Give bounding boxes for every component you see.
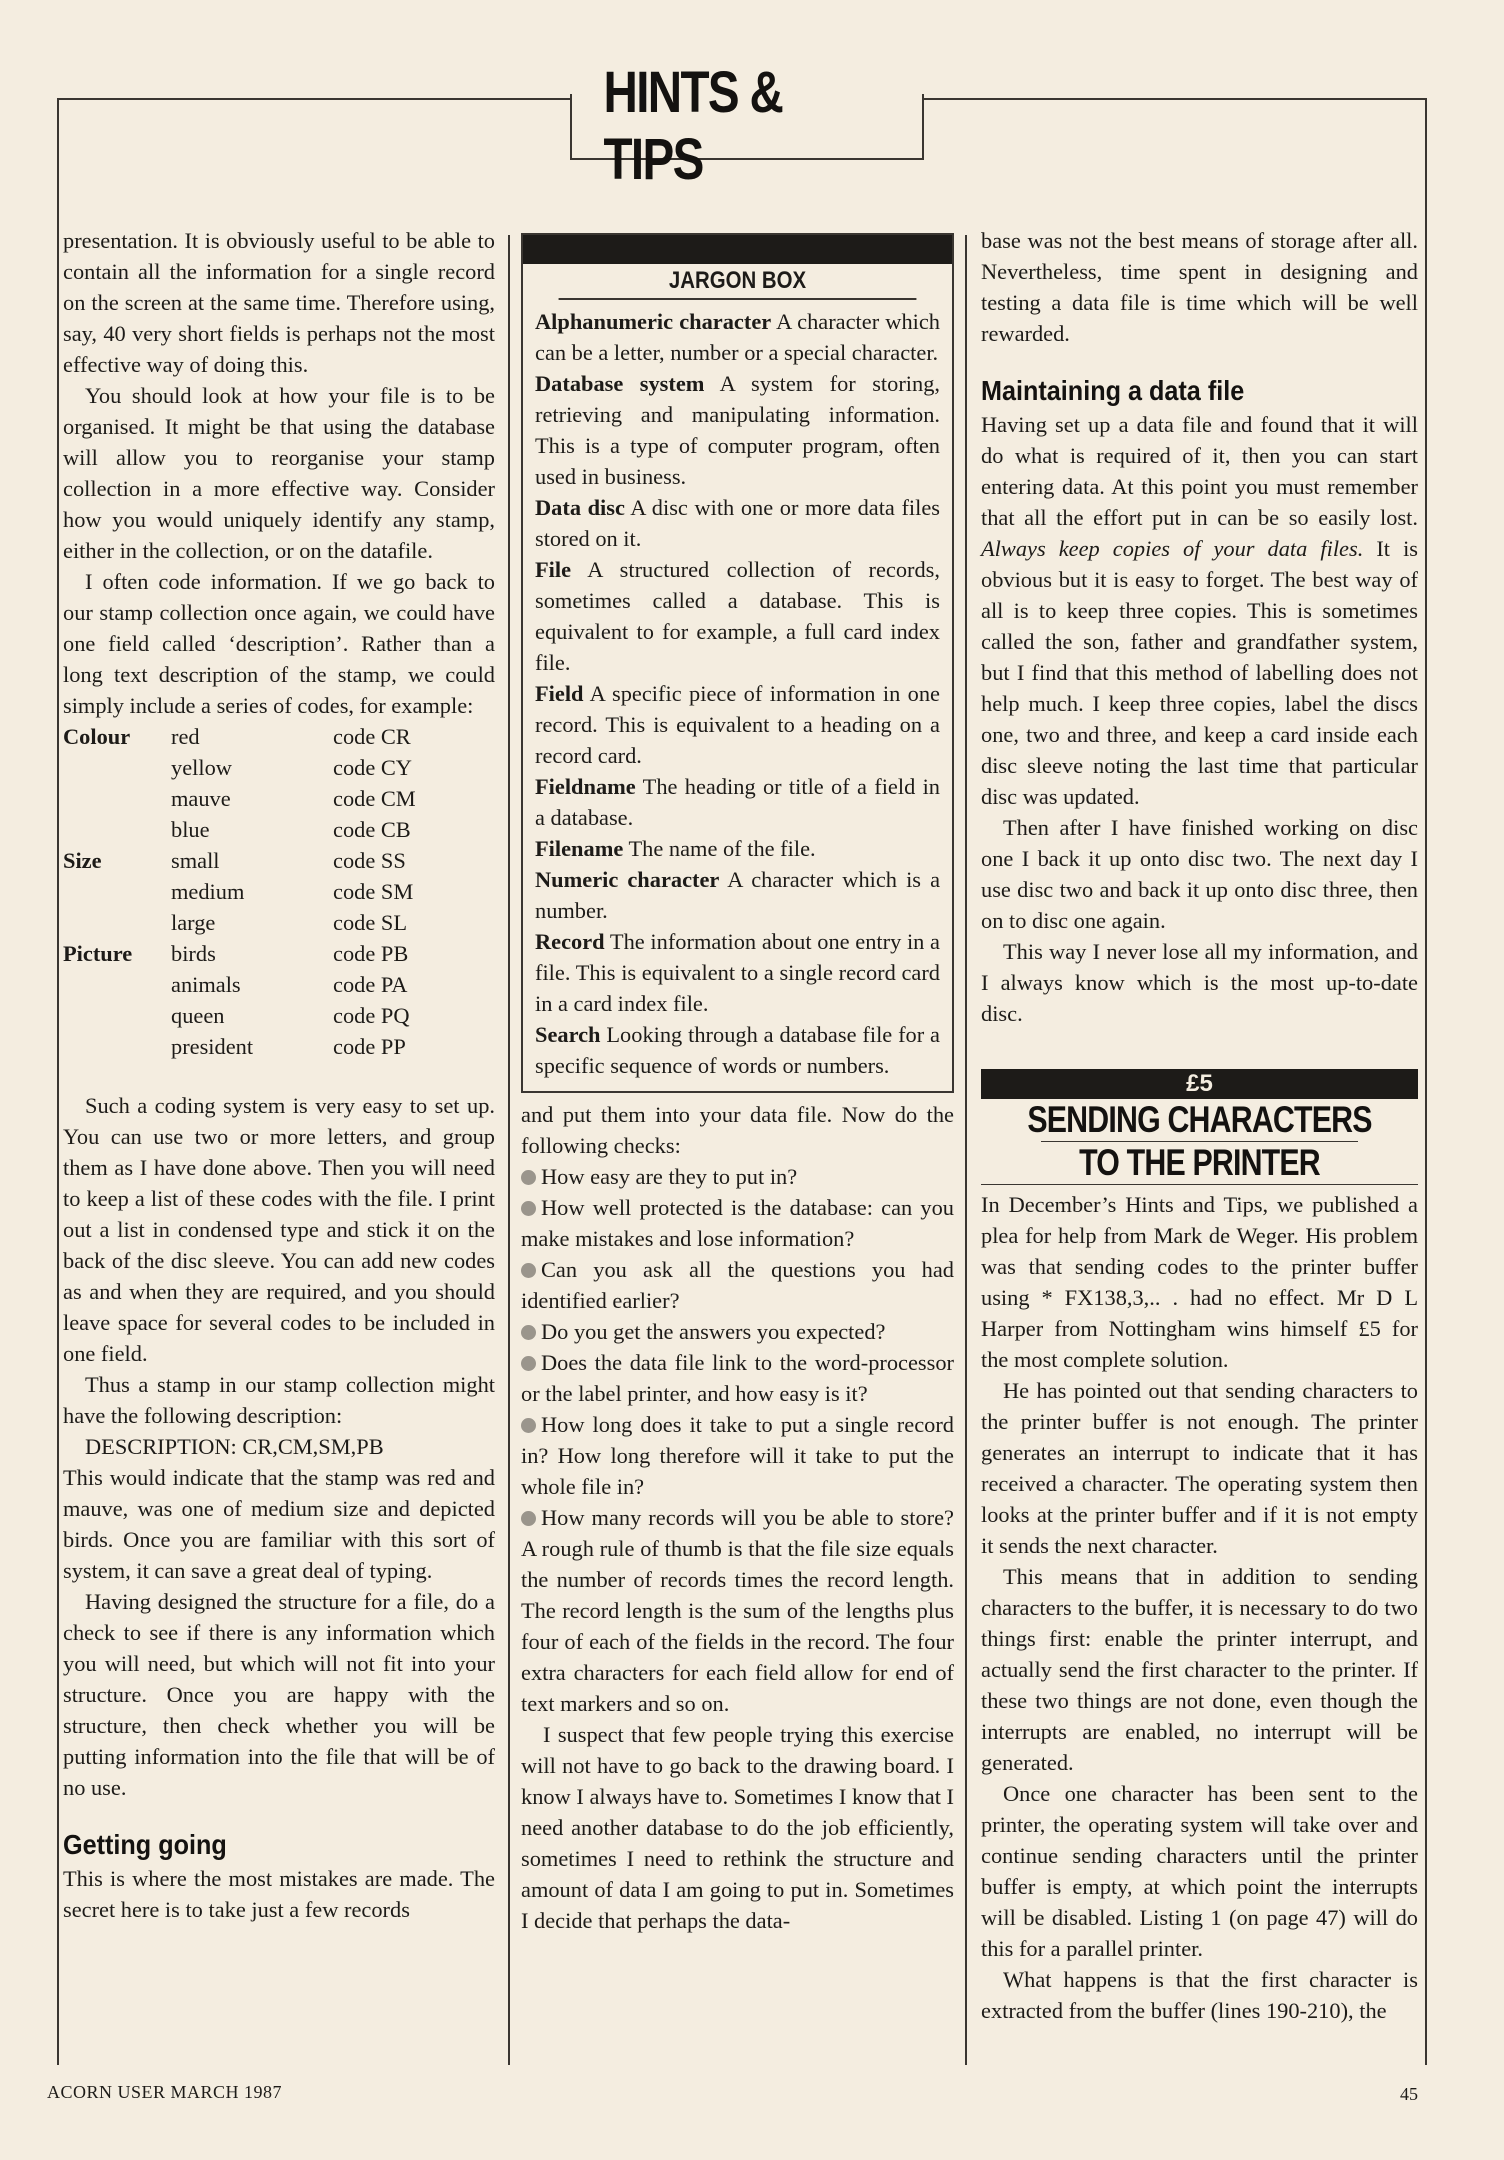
paragraph: Once one character has been sent to the printer, the operating system will take over and continue sending characters until the printer buffer is empty, at which point the interrupts will be disabled. Listing 1 (on page 47) will do this for a parallel printer. [981, 1781, 1418, 1961]
text: Having set up a data file and found that it will do what is required of it, then you can start entering data. At this point you must remember that all the effort put in can be so easily lost. [981, 412, 1418, 530]
subheading-getting-going: Getting going [63, 1829, 227, 1860]
code-table-item: animals [171, 972, 241, 997]
code-table-code: code CM [333, 786, 416, 811]
code-table-item: queen [171, 1003, 225, 1028]
jargon-term: Alphanumeric character [535, 309, 772, 334]
checklist-text: How long does it take to put a single record in? How long therefore will it take to put the whole file in? [521, 1412, 954, 1499]
jargon-term: Search [535, 1022, 601, 1047]
bullet-icon [521, 1511, 536, 1526]
bullet-icon [521, 1325, 536, 1340]
bullet-icon [521, 1418, 536, 1433]
paragraph: I suspect that few people trying this exercise will not have to go back to the drawing board. I know I always have to. Sometimes I know that I need another database to do the job efficiently, sometimes I need to rethink the structure and amount of data I am going to put in. Sometimes I decide that perhaps the data- [521, 1722, 954, 1933]
paragraph: Such a coding system is very easy to set up. You can use two or more letters, and group them as I have done above. Then you will need to keep a list of these codes with the file. I print out a list in condensed type and stick it on the back of the disc sleeve. You can add new codes as and when they are required, and you should leave space for several codes to be included in one field. [63, 1093, 495, 1366]
paragraph: base was not the best means of storage after all. Nevertheless, time spent in designing and testing a data file is time which will be well rewarded. [981, 228, 1418, 346]
checklist-item [521, 1161, 954, 1192]
checklist-item [521, 1347, 954, 1409]
description-example: DESCRIPTION: CR,CM,SM,PB [85, 1434, 384, 1459]
jargon-definition: The heading or title of a field in a database. [535, 774, 940, 830]
bullet-icon [521, 1263, 536, 1278]
jargon-entry [535, 368, 940, 492]
code-table-code: code SS [333, 848, 406, 873]
column-1 [63, 225, 495, 1925]
prize-banner: £5 [981, 1069, 1418, 1099]
checklist-item [521, 1409, 954, 1502]
jargon-definition: A disc with one or more data files stored on it. [535, 495, 940, 551]
checklist-text: How easy are they to put in? [541, 1164, 798, 1189]
paragraph: Thus a stamp in our stamp collection might have the following description: [63, 1372, 495, 1428]
jargon-entry [535, 833, 940, 864]
paragraph: and put them into your data file. Now do the following checks: [521, 1102, 954, 1158]
checklist-item [521, 1502, 954, 1719]
text: It is obvious but it is easy to forget. The best way of all is to keep three copies. This is sometimes called the son, father and grandfather system, but I find that this method of labelling does not help much. I keep three copies, label the discs one, two and three, and keep a card inside each disc sleeve noting the last time that particular disc was updated. [981, 536, 1419, 809]
jargon-entry [535, 926, 940, 1019]
paragraph: What happens is that the first character is extracted from the buffer (lines 190-210), the [981, 1967, 1418, 2023]
code-table-item: small [171, 848, 220, 873]
code-table-code: code CB [333, 817, 411, 842]
jargon-title: JARGON BOX [559, 264, 917, 300]
jargon-term: Filename [535, 836, 624, 861]
jargon-term: Data disc [535, 495, 625, 520]
paragraph: This means that in addition to sending characters to the buffer, it is necessary to do two things first: enable the printer interrupt, and actually send the first character to the printer. If these two things are not done, even though the interrupts are enabled, no interrupt will be generated. [981, 1564, 1418, 1775]
code-table-cat: Colour [63, 724, 131, 749]
subheading-maintaining: Maintaining a data file [981, 375, 1245, 406]
column-rule [965, 235, 967, 2065]
code-table-item: president [171, 1034, 254, 1059]
checklist-text: Can you ask all the questions you had identified earlier? [521, 1257, 954, 1313]
jargon-term: Database system [535, 371, 705, 396]
paragraph: Then after I have finished working on disc one I back it up onto disc two. The next day I use disc two and back it up onto disc three, then on to disc one again. [981, 815, 1418, 933]
code-table-item: red [171, 724, 200, 749]
section-title-box [570, 60, 924, 192]
code-table-code: code CR [333, 724, 411, 749]
code-table-code: code CY [333, 755, 412, 780]
checklist-item [521, 1254, 954, 1316]
paragraph: This way I never lose all my information, and I always know which is the most up-to-date disc. [981, 939, 1418, 1026]
paragraph: Having designed the structure for a file, do a check to see if there is any information which you will need, but which will not fit into your structure. Once you are happy with the structure, then check whether you will be putting information into the file that will be of no use. [63, 1589, 495, 1800]
code-table-cat [63, 969, 171, 1000]
bullet-icon [521, 1170, 536, 1185]
paragraph [981, 409, 1418, 812]
emphasis: Always keep copies of your data files. [981, 536, 1364, 561]
jargon-box [521, 233, 954, 1093]
jargon-entry [535, 678, 940, 771]
paragraph: This would indicate that the stamp was red and mauve, was one of medium size and depicted birds. Once you are familiar with this sort of system, it can save a great deal of typing. [63, 1465, 495, 1583]
footer-publication: ACORN USER MARCH 1987 [47, 2082, 283, 2102]
code-table-item: blue [171, 817, 210, 842]
code-table-cat [63, 814, 171, 845]
jargon-entries [523, 300, 952, 1091]
jargon-definition: A structured collection of records, sometimes called a database. This is equivalent to for example, a full card index file. [535, 557, 940, 675]
jargon-entry [535, 492, 940, 554]
code-table-cat [63, 752, 171, 783]
jargon-definition: Looking through a database file for a specific sequence of words or numbers. [535, 1022, 940, 1078]
section-title: HINTS & TIPS [603, 60, 783, 192]
jargon-term: File [535, 557, 572, 582]
column-2 [521, 225, 954, 1936]
paragraph: I often code information. If we go back to our stamp collection once again, we could have one field called ‘description’. Rather than a long text description of the stamp, we could simply include a series of codes, for example: [63, 569, 495, 718]
code-table-item: mauve [171, 786, 231, 811]
code-table-cat [63, 907, 171, 938]
jargon-entry [535, 864, 940, 926]
code-table-code: code PP [333, 1034, 406, 1059]
jargon-definition: A character which is a number. [535, 867, 941, 923]
paragraph: presentation. It is obviously useful to be able to contain all the information for a single record on the screen at the same time. Therefore using, say, 40 very short fields is perhaps not the most effective way of doing this. [63, 228, 495, 377]
code-table-code: code SM [333, 879, 414, 904]
code-table-item: medium [171, 879, 245, 904]
code-table-item: birds [171, 941, 216, 966]
jargon-entry [535, 554, 940, 678]
checklist-item [521, 1192, 954, 1254]
checklist [521, 1161, 954, 1719]
code-table-cat: Picture [63, 941, 133, 966]
jargon-entry [535, 771, 940, 833]
checklist-item [521, 1316, 954, 1347]
code-table-cat [63, 783, 171, 814]
jargon-definition: A system for storing, retrieving and manipulating information. This is a type of computer program, often used in business. [535, 371, 940, 489]
code-table-cat [63, 1031, 171, 1062]
jargon-definition: A character which can be a letter, number or a special character. [535, 309, 941, 365]
jargon-term: Fieldname [535, 774, 636, 799]
column-rule [508, 235, 510, 2065]
jargon-entry [535, 306, 940, 368]
code-table-code: code PA [333, 972, 408, 997]
checklist-text: How well protected is the database: can you make mistakes and lose information? [521, 1195, 954, 1251]
paragraph: In December’s Hints and Tips, we published a plea for help from Mark de Weger. His problem was that sending codes to the printer buffer using * FX138,3,.. . had no effect. Mr D L Harper from Nottingham wins himself £5 for the most complete solution. [981, 1192, 1418, 1372]
paragraph: You should look at how your file is to be organised. It might be that using the database will allow you to reorganise your stamp collection in a more effective way. Consider how you would uniquely identify any stamp, either in the collection, or on the datafile. [63, 383, 495, 563]
jargon-bar [523, 235, 952, 264]
jargon-term: Field [535, 681, 584, 706]
page-number: 45 [1400, 2084, 1418, 2104]
code-table-code: code PQ [333, 1003, 410, 1028]
jargon-term: Numeric character [535, 867, 720, 892]
code-table-cat [63, 1000, 171, 1031]
divider [981, 1184, 1418, 1185]
jargon-definition: A specific piece of information in one record. This is equivalent to a heading on a record card. [535, 681, 940, 768]
column-3 [981, 225, 1418, 2026]
checklist-text: Do you get the answers you expected? [541, 1319, 886, 1344]
jargon-term: Record [535, 929, 605, 954]
jargon-entry [535, 1019, 940, 1081]
code-table-cat [63, 876, 171, 907]
code-table-item: large [171, 910, 216, 935]
jargon-definition: The name of the file. [623, 836, 816, 861]
paragraph: He has pointed out that sending characters to the printer buffer is not enough. The printer generates an interrupt to indicate that it has received a character. The operating system then looks at the printer buffer and if it is not empty it sends the next character. [981, 1378, 1418, 1558]
checklist-text: Does the data file link to the word-processor or the label printer, and how easy is it? [521, 1350, 954, 1406]
code-table-item: yellow [171, 755, 232, 780]
jargon-definition: The information about one entry in a file. This is equivalent to a single record card in a card index file. [535, 929, 940, 1016]
bullet-icon [521, 1201, 536, 1216]
prize-title-line-2: TO THE PRINTER [1079, 1142, 1320, 1183]
paragraph: This is where the most mistakes are made. The secret here is to take just a few records [63, 1866, 495, 1922]
checklist-text: How many records will you be able to store? A rough rule of thumb is that the file size equals the number of records times the record length. The record length is the sum of the lengths plus four of each of the fields in the record. The four extra characters for each field allow for end of text markers and so on. [521, 1505, 954, 1716]
bullet-icon [521, 1356, 536, 1371]
code-table-cat: Size [63, 848, 102, 873]
prize-title-line-1: SENDING CHARACTERS [1027, 1099, 1372, 1140]
code-table-code: code SL [333, 910, 407, 935]
code-table-code: code PB [333, 941, 409, 966]
code-table [63, 721, 495, 1062]
